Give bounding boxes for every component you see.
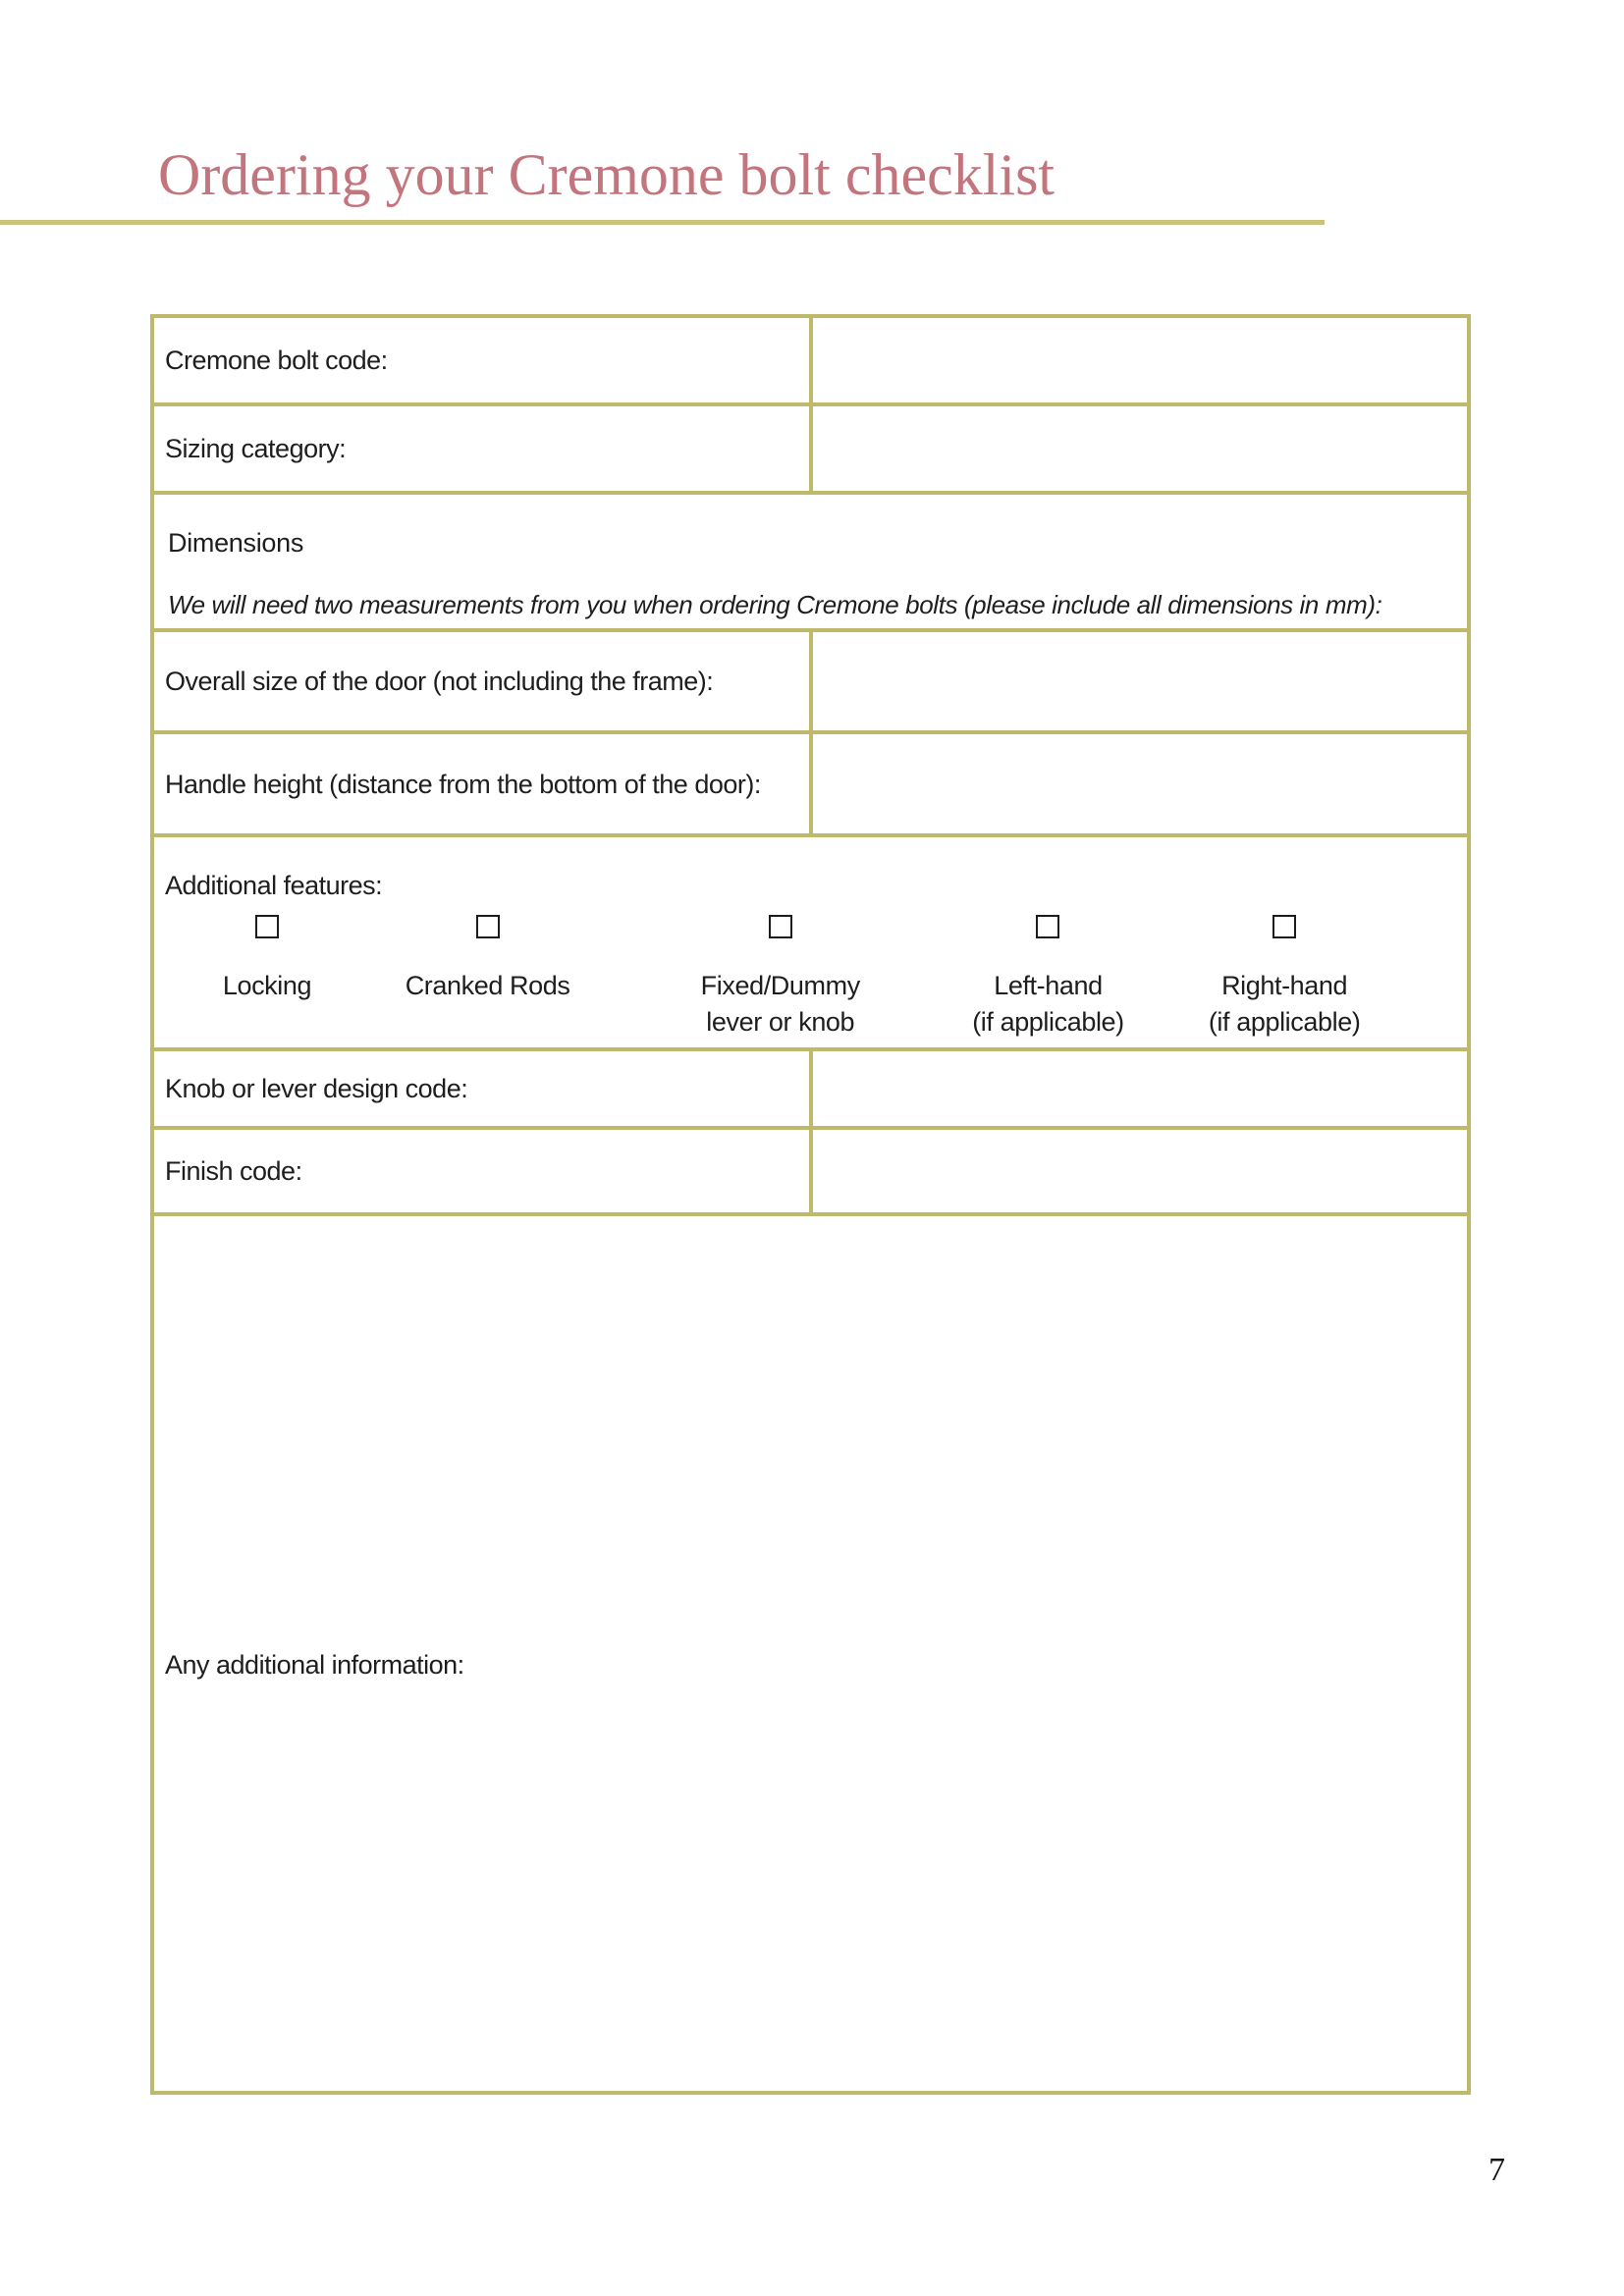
knob-lever-design-code-label: Knob or lever design code: (152, 1049, 811, 1128)
cranked-rods-checkbox[interactable] (476, 915, 500, 938)
finish-code-label: Finish code: (152, 1128, 811, 1214)
order-checklist-table (150, 314, 1471, 2095)
table-row-additional-features (152, 835, 1469, 1049)
table-row-overall-door-size (152, 630, 1469, 732)
table-row-additional-information (152, 1214, 1469, 2093)
handle-height-label: Handle height (distance from the bottom of the door): (152, 732, 811, 835)
feature-option-right-hand (1131, 915, 1438, 1041)
table-row-knob-lever-design-code (152, 1049, 1469, 1128)
feature-option-left-hand (965, 915, 1130, 1041)
knob-lever-design-code-input[interactable] (811, 1049, 1470, 1128)
fixed-dummy-label: Fixed/Dummy lever or knob (700, 970, 860, 1037)
fixed-dummy-checkbox[interactable] (769, 915, 792, 938)
additional-information-label: Any additional information: (165, 1650, 464, 1680)
left-hand-label: Left-hand (if applicable) (972, 970, 1124, 1037)
additional-features-options (154, 915, 1467, 1041)
feature-option-fixed-dummy (595, 915, 965, 1041)
table-row-handle-height (152, 732, 1469, 835)
table-row-sizing-category (152, 404, 1469, 493)
additional-features-section (152, 835, 1469, 1049)
dimensions-note: We will need two measurements from you when ordering Cremone bolts (please include all dimensions in mm): (168, 590, 1382, 619)
feature-option-locking (154, 915, 380, 1041)
sizing-category-label: Sizing category: (152, 404, 811, 493)
handle-height-input[interactable] (811, 732, 1470, 835)
cranked-rods-label: Cranked Rods (405, 970, 570, 1000)
cremone-bolt-code-input[interactable] (811, 316, 1470, 404)
left-hand-checkbox[interactable] (1036, 915, 1059, 938)
page-title: Ordering your Cremone bolt checklist (158, 142, 1056, 207)
right-hand-label: Right-hand (if applicable) (1208, 970, 1361, 1037)
finish-code-input[interactable] (811, 1128, 1470, 1214)
overall-door-size-label: Overall size of the door (not including the frame): (152, 630, 811, 732)
table-row-finish-code (152, 1128, 1469, 1214)
additional-features-label: Additional features: (165, 870, 383, 900)
locking-label: Locking (222, 970, 312, 1000)
additional-information-area[interactable] (152, 1214, 1469, 2093)
title-underline-rule (0, 220, 1325, 225)
locking-checkbox[interactable] (255, 915, 279, 938)
overall-door-size-input[interactable] (811, 630, 1470, 732)
table-row-cremone-bolt-code (152, 316, 1469, 404)
right-hand-checkbox[interactable] (1272, 915, 1296, 938)
feature-option-cranked-rods (380, 915, 595, 1041)
cremone-bolt-code-label: Cremone bolt code: (152, 316, 811, 404)
table-row-dimensions (152, 493, 1469, 630)
dimensions-section (152, 493, 1469, 630)
dimensions-heading: Dimensions (168, 528, 304, 558)
sizing-category-input[interactable] (811, 404, 1470, 493)
page-number: 7 (1489, 2152, 1505, 2188)
